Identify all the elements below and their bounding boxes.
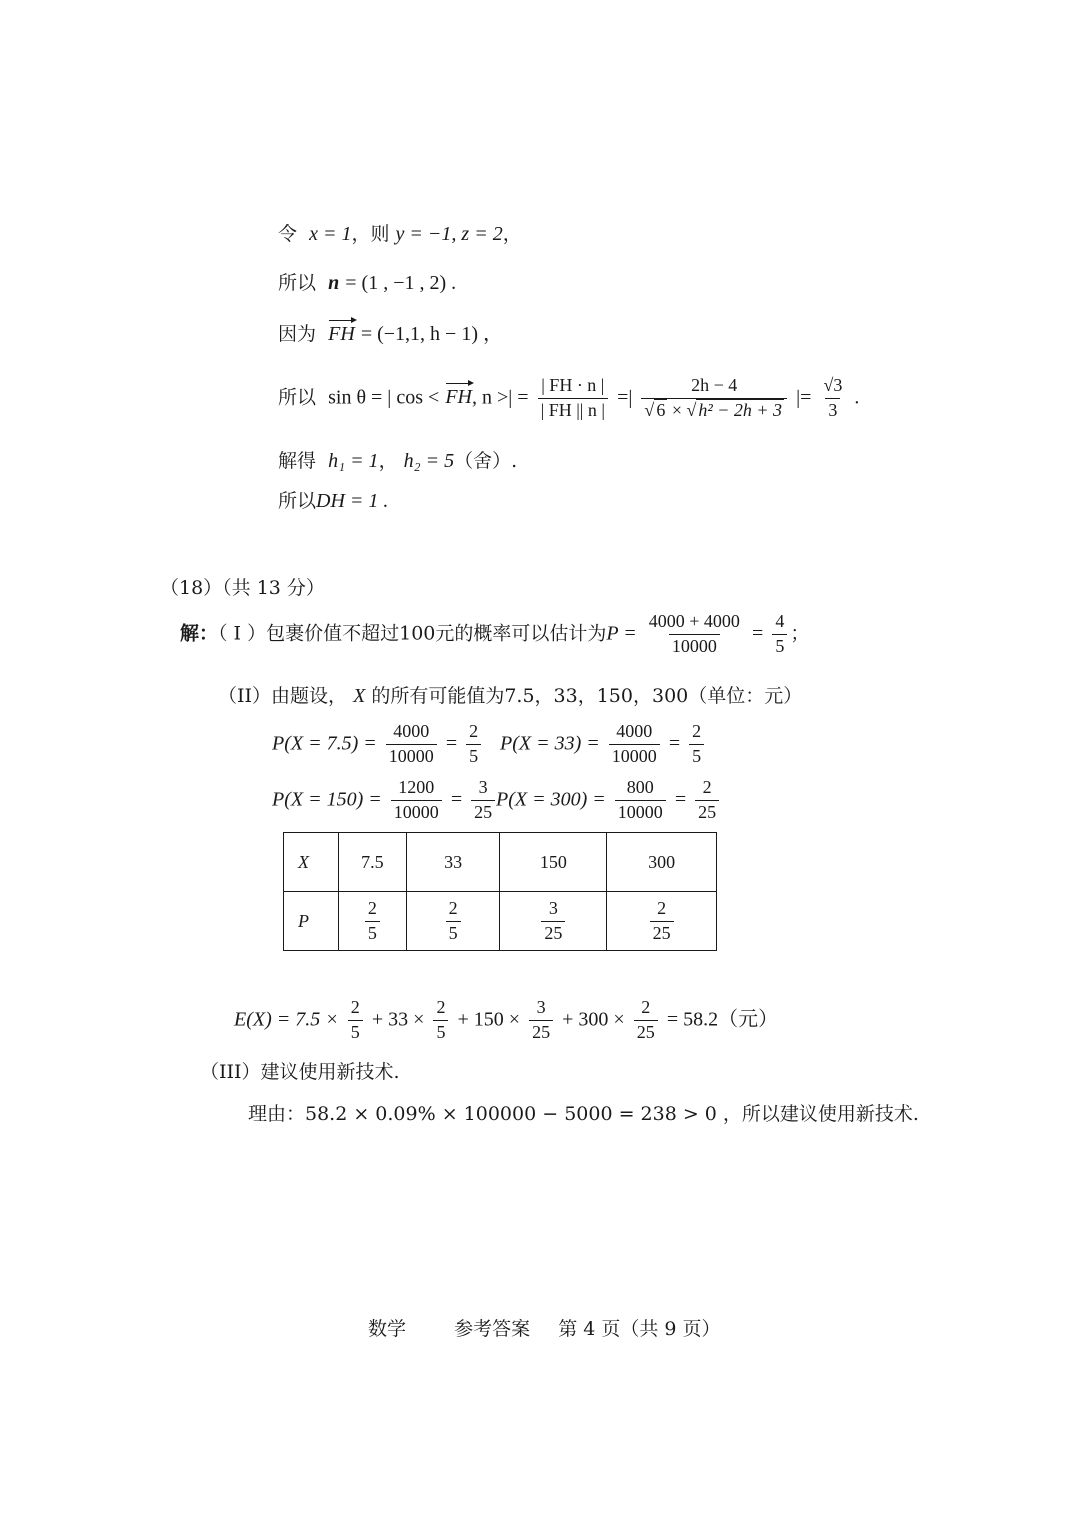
numerator: 2h − 4 bbox=[691, 375, 738, 395]
fraction bbox=[386, 722, 437, 767]
text: ， bbox=[378, 450, 398, 472]
solution-label: 解： bbox=[180, 622, 219, 645]
expectation-line bbox=[234, 998, 778, 1043]
prob-x-7-5 bbox=[272, 722, 484, 767]
denominator: 25 bbox=[529, 1020, 553, 1043]
prob-x-33 bbox=[500, 722, 707, 767]
math: E(X) = 7.5 × bbox=[234, 1008, 339, 1031]
fraction bbox=[695, 778, 719, 823]
math-h1: h₁ = 1 bbox=[328, 450, 379, 472]
numerator: 2 bbox=[692, 721, 702, 741]
math: + 300 × bbox=[562, 1008, 625, 1031]
text: 令 bbox=[278, 223, 298, 245]
text: 所以 bbox=[278, 272, 317, 294]
fraction-dot-over-norms bbox=[538, 376, 608, 421]
text: ， bbox=[502, 223, 522, 245]
numerator: 1200 bbox=[398, 777, 435, 797]
numerator: 2 bbox=[469, 721, 479, 741]
part-2 bbox=[218, 684, 802, 708]
fraction bbox=[609, 722, 660, 767]
part-3: （III）建议使用新技术. bbox=[200, 1061, 400, 1083]
math-n: , n >| = bbox=[471, 386, 529, 409]
table-cell: 33 bbox=[406, 833, 500, 892]
fraction bbox=[466, 722, 481, 767]
denominator: 5 bbox=[348, 1020, 363, 1043]
denominator: 5 bbox=[365, 921, 380, 944]
text: 解得 bbox=[278, 450, 317, 472]
math-sin: sin θ = | cos < bbox=[328, 386, 440, 409]
fraction bbox=[615, 778, 666, 823]
numerator: 2 bbox=[350, 997, 360, 1017]
math-eq: =| bbox=[617, 386, 633, 409]
solution-line-1 bbox=[278, 222, 522, 246]
prob-x-300 bbox=[496, 778, 722, 823]
math-eq: = bbox=[668, 732, 681, 755]
table-cell bbox=[500, 892, 607, 951]
footer bbox=[368, 1318, 721, 1341]
numerator: 4000 + 4000 bbox=[648, 611, 740, 631]
numerator: 2 bbox=[367, 897, 377, 918]
times: × bbox=[671, 399, 682, 420]
denominator: √ 6 × √ h² − 2h + 3 bbox=[641, 398, 787, 421]
denominator: 5 bbox=[772, 634, 787, 657]
denominator: 25 bbox=[541, 921, 565, 944]
table-cell bbox=[406, 892, 500, 951]
denominator: 5 bbox=[466, 744, 481, 767]
footer-subject: 数学 bbox=[368, 1318, 407, 1340]
table-cell bbox=[607, 892, 717, 951]
fraction bbox=[391, 778, 442, 823]
fraction bbox=[541, 899, 565, 944]
fraction bbox=[529, 998, 553, 1043]
math-eq: = bbox=[674, 788, 687, 811]
denominator: 25 bbox=[634, 1020, 658, 1043]
solution-line-4 bbox=[278, 376, 859, 421]
denominator: 5 bbox=[689, 744, 704, 767]
table-row bbox=[284, 892, 717, 951]
solution-line-3 bbox=[278, 322, 503, 346]
radicand: h² − 2h + 3 bbox=[698, 399, 783, 420]
math-lhs: P(X = 150) = bbox=[272, 788, 382, 811]
numerator: | FH · n | bbox=[541, 375, 605, 395]
math: + 150 × bbox=[457, 1008, 521, 1031]
math-dh: DH = 1 . bbox=[316, 490, 389, 512]
math-yz: y = −1, z = 2 bbox=[395, 223, 503, 245]
numerator: 2 bbox=[641, 997, 651, 1017]
math-eq: |= bbox=[796, 386, 812, 409]
text: （II）由题设， bbox=[218, 685, 348, 707]
question-18-heading: （18）（共 13 分） bbox=[160, 577, 325, 599]
numerator: 2 bbox=[657, 897, 667, 918]
fraction bbox=[646, 612, 743, 657]
math: = 58.2（元） bbox=[666, 1008, 779, 1031]
fraction bbox=[772, 612, 787, 657]
denominator: 10000 bbox=[669, 634, 720, 657]
text: 因为 bbox=[278, 323, 317, 345]
math-n-value: = (1 , −1 , 2) . bbox=[345, 272, 457, 294]
footer-page: 第 4 页（共 9 页） bbox=[558, 1318, 721, 1340]
text: 的所有可能值为7.5，33，150，300（单位：元） bbox=[371, 685, 803, 707]
math-eq: = bbox=[450, 788, 463, 811]
fraction bbox=[446, 899, 461, 944]
table-row bbox=[284, 833, 717, 892]
fraction bbox=[348, 998, 363, 1043]
numerator: √3 bbox=[823, 375, 843, 395]
table-header-x: X bbox=[284, 833, 339, 892]
text: ，则 bbox=[351, 223, 390, 245]
fraction bbox=[689, 722, 704, 767]
text: （舍）. bbox=[454, 450, 518, 472]
denominator: 25 bbox=[695, 800, 719, 823]
fraction bbox=[365, 899, 380, 944]
fraction bbox=[433, 998, 448, 1043]
math-x: X bbox=[353, 685, 366, 707]
table-cell: 300 bbox=[607, 833, 717, 892]
solution-line-5 bbox=[278, 449, 517, 473]
math-lhs: P(X = 33) = bbox=[500, 732, 600, 755]
distribution-table bbox=[283, 832, 717, 951]
fraction-2h4 bbox=[641, 376, 787, 421]
denominator: | FH || n | bbox=[538, 398, 608, 421]
math: + 33 × bbox=[371, 1008, 425, 1031]
prob-x-150 bbox=[272, 778, 498, 823]
math-lhs: P(X = 300) = bbox=[496, 788, 606, 811]
math-p: P = bbox=[606, 622, 637, 645]
denominator: 10000 bbox=[391, 800, 442, 823]
math-x: x = 1 bbox=[309, 223, 352, 245]
part-1 bbox=[180, 612, 809, 657]
denominator: 3 bbox=[825, 398, 840, 421]
numerator: 4 bbox=[775, 611, 785, 631]
denominator: 25 bbox=[650, 921, 674, 944]
radicand: 6 bbox=[656, 399, 666, 420]
math-h2: h₂ = 5 bbox=[403, 450, 455, 472]
math-lhs: P(X = 7.5) = bbox=[272, 732, 377, 755]
text: 所以 bbox=[278, 386, 317, 409]
denominator: 10000 bbox=[609, 744, 660, 767]
vector-fh: FH bbox=[445, 386, 472, 409]
denominator: 10000 bbox=[386, 744, 437, 767]
fraction bbox=[471, 778, 495, 823]
denominator: 10000 bbox=[615, 800, 666, 823]
table-header-p: P bbox=[284, 892, 339, 951]
reason-line: 理由：58.2 × 0.09% × 100000 − 5000 = 238 > 0 ，所以建议使用新技术. bbox=[248, 1103, 919, 1125]
text: ； bbox=[790, 622, 810, 645]
text: 所以 bbox=[278, 490, 317, 512]
numerator: 3 bbox=[478, 777, 488, 797]
vector-n: n bbox=[328, 272, 340, 294]
fraction bbox=[650, 899, 674, 944]
solution-line-6 bbox=[278, 489, 388, 513]
fraction-sqrt3-over-3 bbox=[820, 376, 845, 421]
numerator: 800 bbox=[626, 777, 654, 797]
period: . bbox=[854, 386, 860, 409]
numerator: 2 bbox=[448, 897, 458, 918]
numerator: 3 bbox=[548, 897, 558, 918]
denominator: 5 bbox=[446, 921, 461, 944]
numerator: 3 bbox=[536, 997, 546, 1017]
numerator: 2 bbox=[436, 997, 446, 1017]
denominator: 5 bbox=[433, 1020, 448, 1043]
numerator: 4000 bbox=[393, 721, 430, 741]
numerator: 4000 bbox=[616, 721, 653, 741]
math-fh-value: = (−1,1, h − 1) ， bbox=[360, 323, 503, 345]
solution-line-2 bbox=[278, 271, 456, 295]
table-cell bbox=[338, 892, 406, 951]
math-eq: = bbox=[445, 732, 458, 755]
footer-title: 参考答案 bbox=[454, 1318, 531, 1340]
text: （ I ）包裹价值不超过100元的概率可以估计为 bbox=[218, 622, 607, 645]
denominator: 25 bbox=[471, 800, 495, 823]
vector-fh: FH bbox=[328, 323, 355, 345]
table-cell: 7.5 bbox=[338, 833, 406, 892]
numerator: 2 bbox=[702, 777, 712, 797]
fraction bbox=[634, 998, 658, 1043]
math-eq: = bbox=[751, 622, 764, 645]
table-cell: 150 bbox=[500, 833, 607, 892]
